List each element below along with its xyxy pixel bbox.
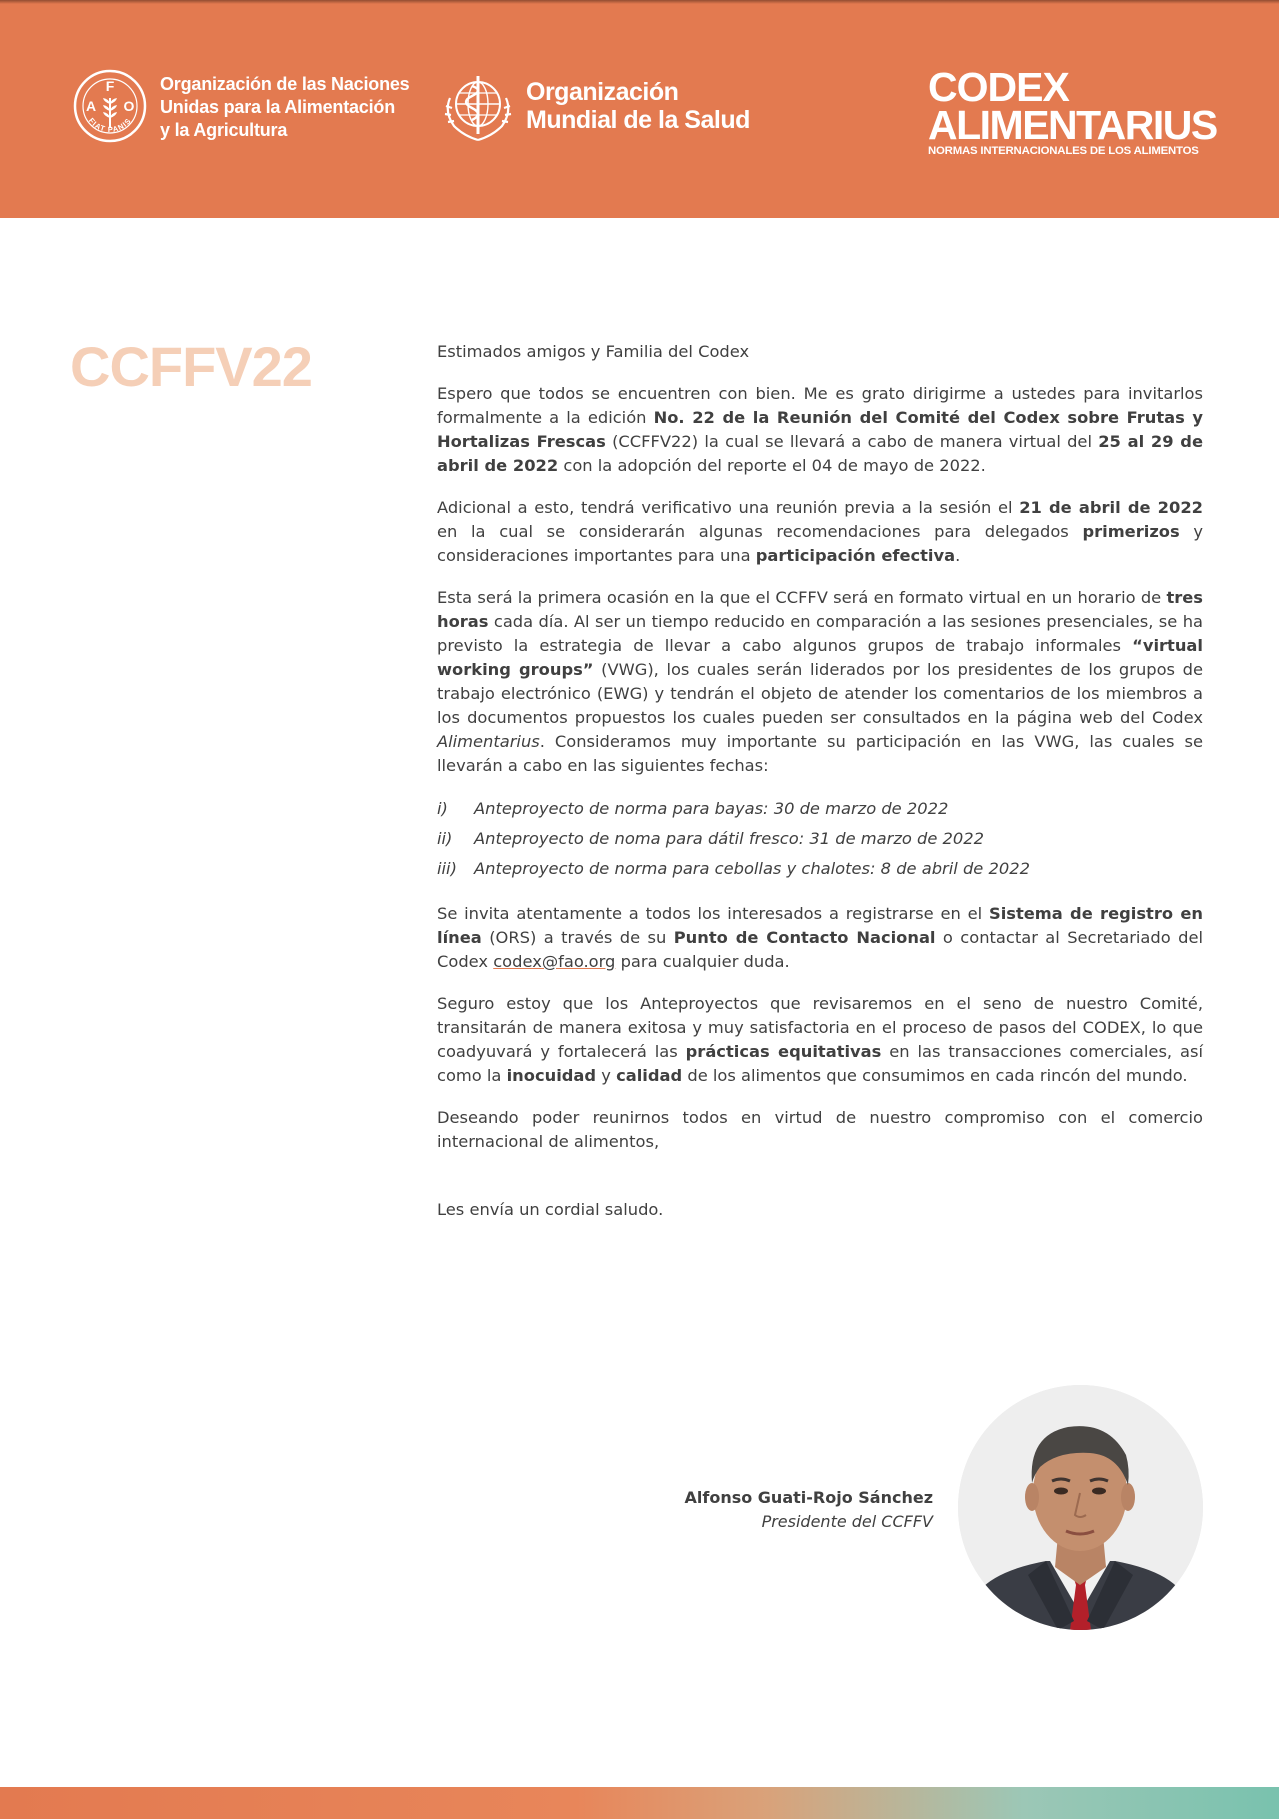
codex-subtitle: NORMAS INTERNACIONALES DE LOS ALIMENTOS	[928, 145, 1199, 157]
list-item-text: Anteproyecto de noma para dátil fresco: 31 de marzo de 2022	[474, 829, 984, 848]
oms-name-line1: Organización	[526, 78, 679, 106]
fao-name-line2: Unidas para la Alimentación	[160, 97, 395, 117]
fao-logo-letter-a: A	[85, 98, 97, 114]
paragraph-wish: Deseando poder reunirnos todos en virtud de nuestro compromiso con el comercio internacional de alimentos,	[437, 1108, 1203, 1151]
codex-title-line1: CODEX	[928, 64, 1069, 110]
who-emblem-icon	[436, 68, 520, 144]
list-item	[437, 854, 1203, 884]
codex-title-line2: ALIMENTARIUS	[928, 102, 1217, 148]
vwg-dates-list	[437, 794, 1203, 884]
list-item-text: Anteproyecto de norma para cebollas y chalotes: 8 de abril de 2022	[474, 859, 1030, 878]
signature	[685, 1486, 934, 1534]
paragraph-invitation: Espero que todos se encuentren con bien. Me es grato dirigirme a ustedes para invitarlos formalmente a la edición No. 22 de la Reunión del Comité del Codex sobre Frutas y Hortalizas Frescas (CCFFV22) la cual se llevará a cabo de manera virtual del 25 al 29 de abril de 2022 con la adopción del reporte el 04 de mayo de 2022.	[437, 384, 1204, 475]
session-title: CCFFV22	[70, 335, 312, 398]
list-item	[437, 824, 1203, 854]
fao-brand	[72, 68, 410, 144]
fao-name-line1: Organización de las Naciones	[160, 74, 410, 94]
fao-logo-motto: FIAT PANIS	[86, 116, 134, 135]
list-item	[437, 794, 1203, 824]
paragraph-previous-meeting: Adicional a esto, tendrá verificativo una reunión previa a la sesión el 21 de abril de 2022 en la cual se considerarán algunas recomendaciones para delegados primerizos y consideraciones importantes para una participación efectiva.	[437, 498, 1204, 565]
signatory-role: Presidente del CCFFV	[761, 1512, 933, 1531]
fao-logo-letter-f: F	[105, 78, 115, 94]
list-item-number: i)	[437, 799, 448, 818]
footer-band	[0, 1787, 1279, 1819]
paragraph-registration: Se invita atentamente a todos los interesados a registrarse en el Sistema de registro en línea (ORS) a través de su Punto de Contacto Nacional o contactar al Secretariado del Codex codex@fao.org para cualquier duda.	[437, 904, 1203, 971]
signatory-name: Alfonso Guati-Rojo Sánchez	[684, 1488, 933, 1507]
fao-logo-letter-o: O	[123, 98, 135, 114]
list-item-text: Anteproyecto de norma para bayas: 30 de marzo de 2022	[474, 799, 949, 818]
fao-logo-icon	[72, 68, 148, 144]
farewell: Les envía un cordial saludo.	[437, 1200, 664, 1219]
codex-email-link[interactable]: codex@fao.org	[493, 952, 616, 971]
greeting: Estimados amigos y Familia del Codex	[437, 342, 750, 361]
portrait-photo	[958, 1385, 1203, 1630]
paragraph-virtual-format: Esta será la primera ocasión en la que el CCFFV será en formato virtual en un horario de tres horas cada día. Al ser un tiempo reducido en comparación a las sesiones presenciales, se ha previsto la estrategia de llevar a cabo algunos grupos de trabajo informales “virtual working groups” (VWG), los cuales serán liderados por los presidentes de los grupos de trabajo electrónico (EWG) y tendrán el objeto de atender los comentarios de los miembros a los documentos propuestos los cuales pueden ser consultados en la página web del Codex Alimentarius. Consideramos muy importante su participación en las VWG, las cuales se llevarán a cabo en las siguientes fechas:	[437, 588, 1203, 775]
paragraph-closing: Seguro estoy que los Anteproyectos que revisaremos en el seno de nuestro Comité, transitarán de manera exitosa y muy satisfactoria en el proceso de pasos del CODEX, lo que coadyuvará y fortalecerá las prácticas equitativas en las transacciones comerciales, así como la inocuidad y calidad de los alimentos que consumimos en cada rincón del mundo.	[437, 994, 1203, 1085]
header-band	[0, 0, 1279, 218]
letter-body	[437, 340, 1203, 1240]
codex-brand	[928, 64, 1217, 158]
list-item-number: ii)	[437, 829, 453, 848]
oms-name-line2: Mundial de la Salud	[526, 106, 750, 134]
fao-name	[160, 73, 410, 142]
fao-name-line3: y la Agricultura	[160, 120, 288, 140]
header-shadow	[0, 0, 1279, 4]
oms-brand	[436, 68, 750, 144]
oms-name	[526, 78, 750, 134]
list-item-number: iii)	[437, 859, 457, 878]
